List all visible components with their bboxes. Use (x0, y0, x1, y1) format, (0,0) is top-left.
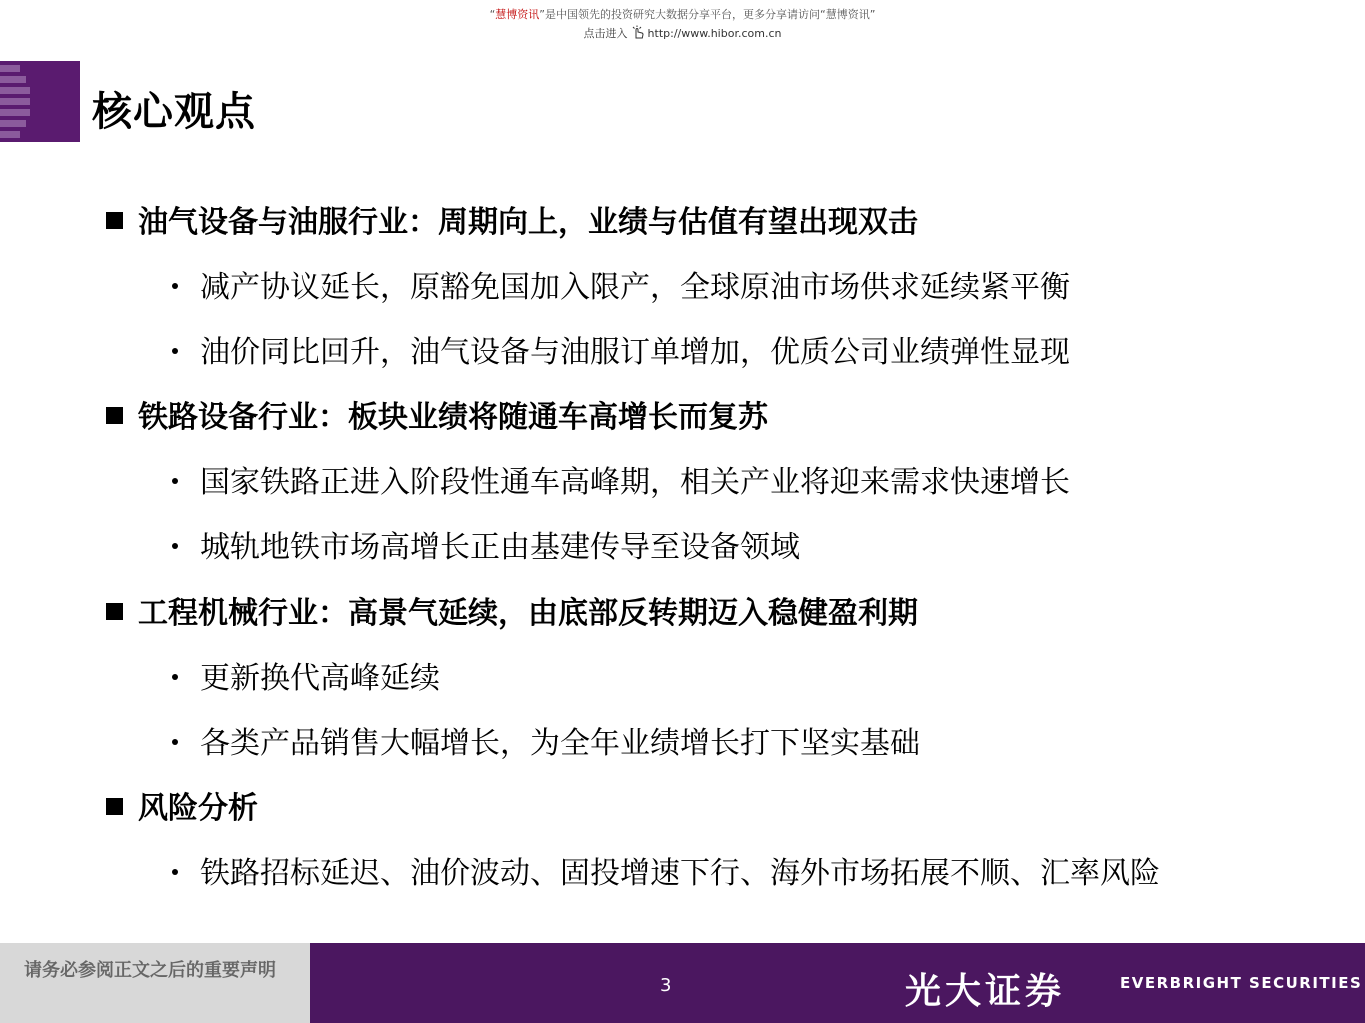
bullet-point (172, 457, 1070, 501)
banner-text (0, 6, 1365, 22)
pointer-hand-icon[interactable] (631, 25, 645, 39)
bullet-point (172, 718, 920, 762)
banner-quote-open: “ (489, 8, 496, 21)
round-bullet-icon (172, 478, 178, 484)
heading-text: 铁路设备行业：板块业绩将随通车高增长而复苏 (138, 400, 768, 435)
page-number: 3 (660, 975, 672, 996)
enter-label[interactable]: 点击进入 (583, 27, 628, 40)
bullet-point (172, 653, 440, 697)
section-heading-railway (106, 392, 768, 436)
bullet-point (172, 262, 1070, 306)
disclaimer-text: 请务必参阅正文之后的重要声明 (24, 960, 276, 981)
bullet-point (172, 327, 1070, 371)
brand-logo-cn: 光大证券 (905, 970, 1066, 1012)
heading-text: 油气设备与油服行业：周期向上，业绩与估值有望出现双击 (138, 205, 918, 240)
brand-logo-en: EVERBRIGHT SECURITIES (1120, 974, 1363, 992)
round-bullet-icon (172, 869, 178, 875)
footer-stripes-decoration (300, 943, 390, 1023)
square-bullet-icon (106, 798, 123, 815)
point-text: 铁路招标延迟、油价波动、固投增速下行、海外市场拓展不顺、汇率风险 (200, 856, 1160, 891)
round-bullet-icon (172, 739, 178, 745)
bullet-point (172, 522, 800, 566)
point-text: 城轨地铁市场高增长正由基建传导至设备领域 (200, 530, 800, 565)
banner-quote-close: ” (869, 8, 876, 21)
round-bullet-icon (172, 283, 178, 289)
square-bullet-icon (106, 407, 123, 424)
point-text: 国家铁路正进入阶段性通车高峰期，相关产业将迎来需求快速增长 (200, 465, 1070, 500)
point-text: 更新换代高峰延续 (200, 661, 440, 696)
round-bullet-icon (172, 674, 178, 680)
footer-grey-panel (0, 943, 310, 1023)
site-url-link[interactable]: http://www.hibor.com.cn (647, 27, 782, 40)
section-heading-oil-gas (106, 197, 918, 241)
heading-text: 风险分析 (138, 791, 258, 826)
page-title: 核心观点 (92, 89, 256, 135)
heading-text: 工程机械行业：高景气延续，由底部反转期迈入稳健盈利期 (138, 596, 918, 631)
point-text: 各类产品销售大幅增长，为全年业绩增长打下坚实基础 (200, 726, 920, 761)
point-text: 减产协议延长，原豁免国加入限产，全球原油市场供求延续紧平衡 (200, 270, 1070, 305)
square-bullet-icon (106, 212, 123, 229)
section-heading-risk (106, 783, 258, 827)
round-bullet-icon (172, 543, 178, 549)
bullet-point (172, 848, 1160, 892)
round-bullet-icon (172, 348, 178, 354)
title-accent-block (0, 61, 80, 142)
footer-bar (0, 943, 1365, 1023)
banner-brand-link[interactable]: 慧博资讯 (495, 8, 540, 21)
banner-brand-name: 慧博资讯 (825, 8, 870, 21)
point-text: 油价同比回升，油气设备与油服订单增加，优质公司业绩弹性显现 (200, 335, 1070, 370)
banner-middle-text: ”是中国领先的投资研究大数据分享平台，更多分享请访问“ (539, 8, 826, 21)
section-heading-construction (106, 588, 918, 632)
banner-link-row[interactable] (0, 25, 1365, 41)
square-bullet-icon (106, 603, 123, 620)
